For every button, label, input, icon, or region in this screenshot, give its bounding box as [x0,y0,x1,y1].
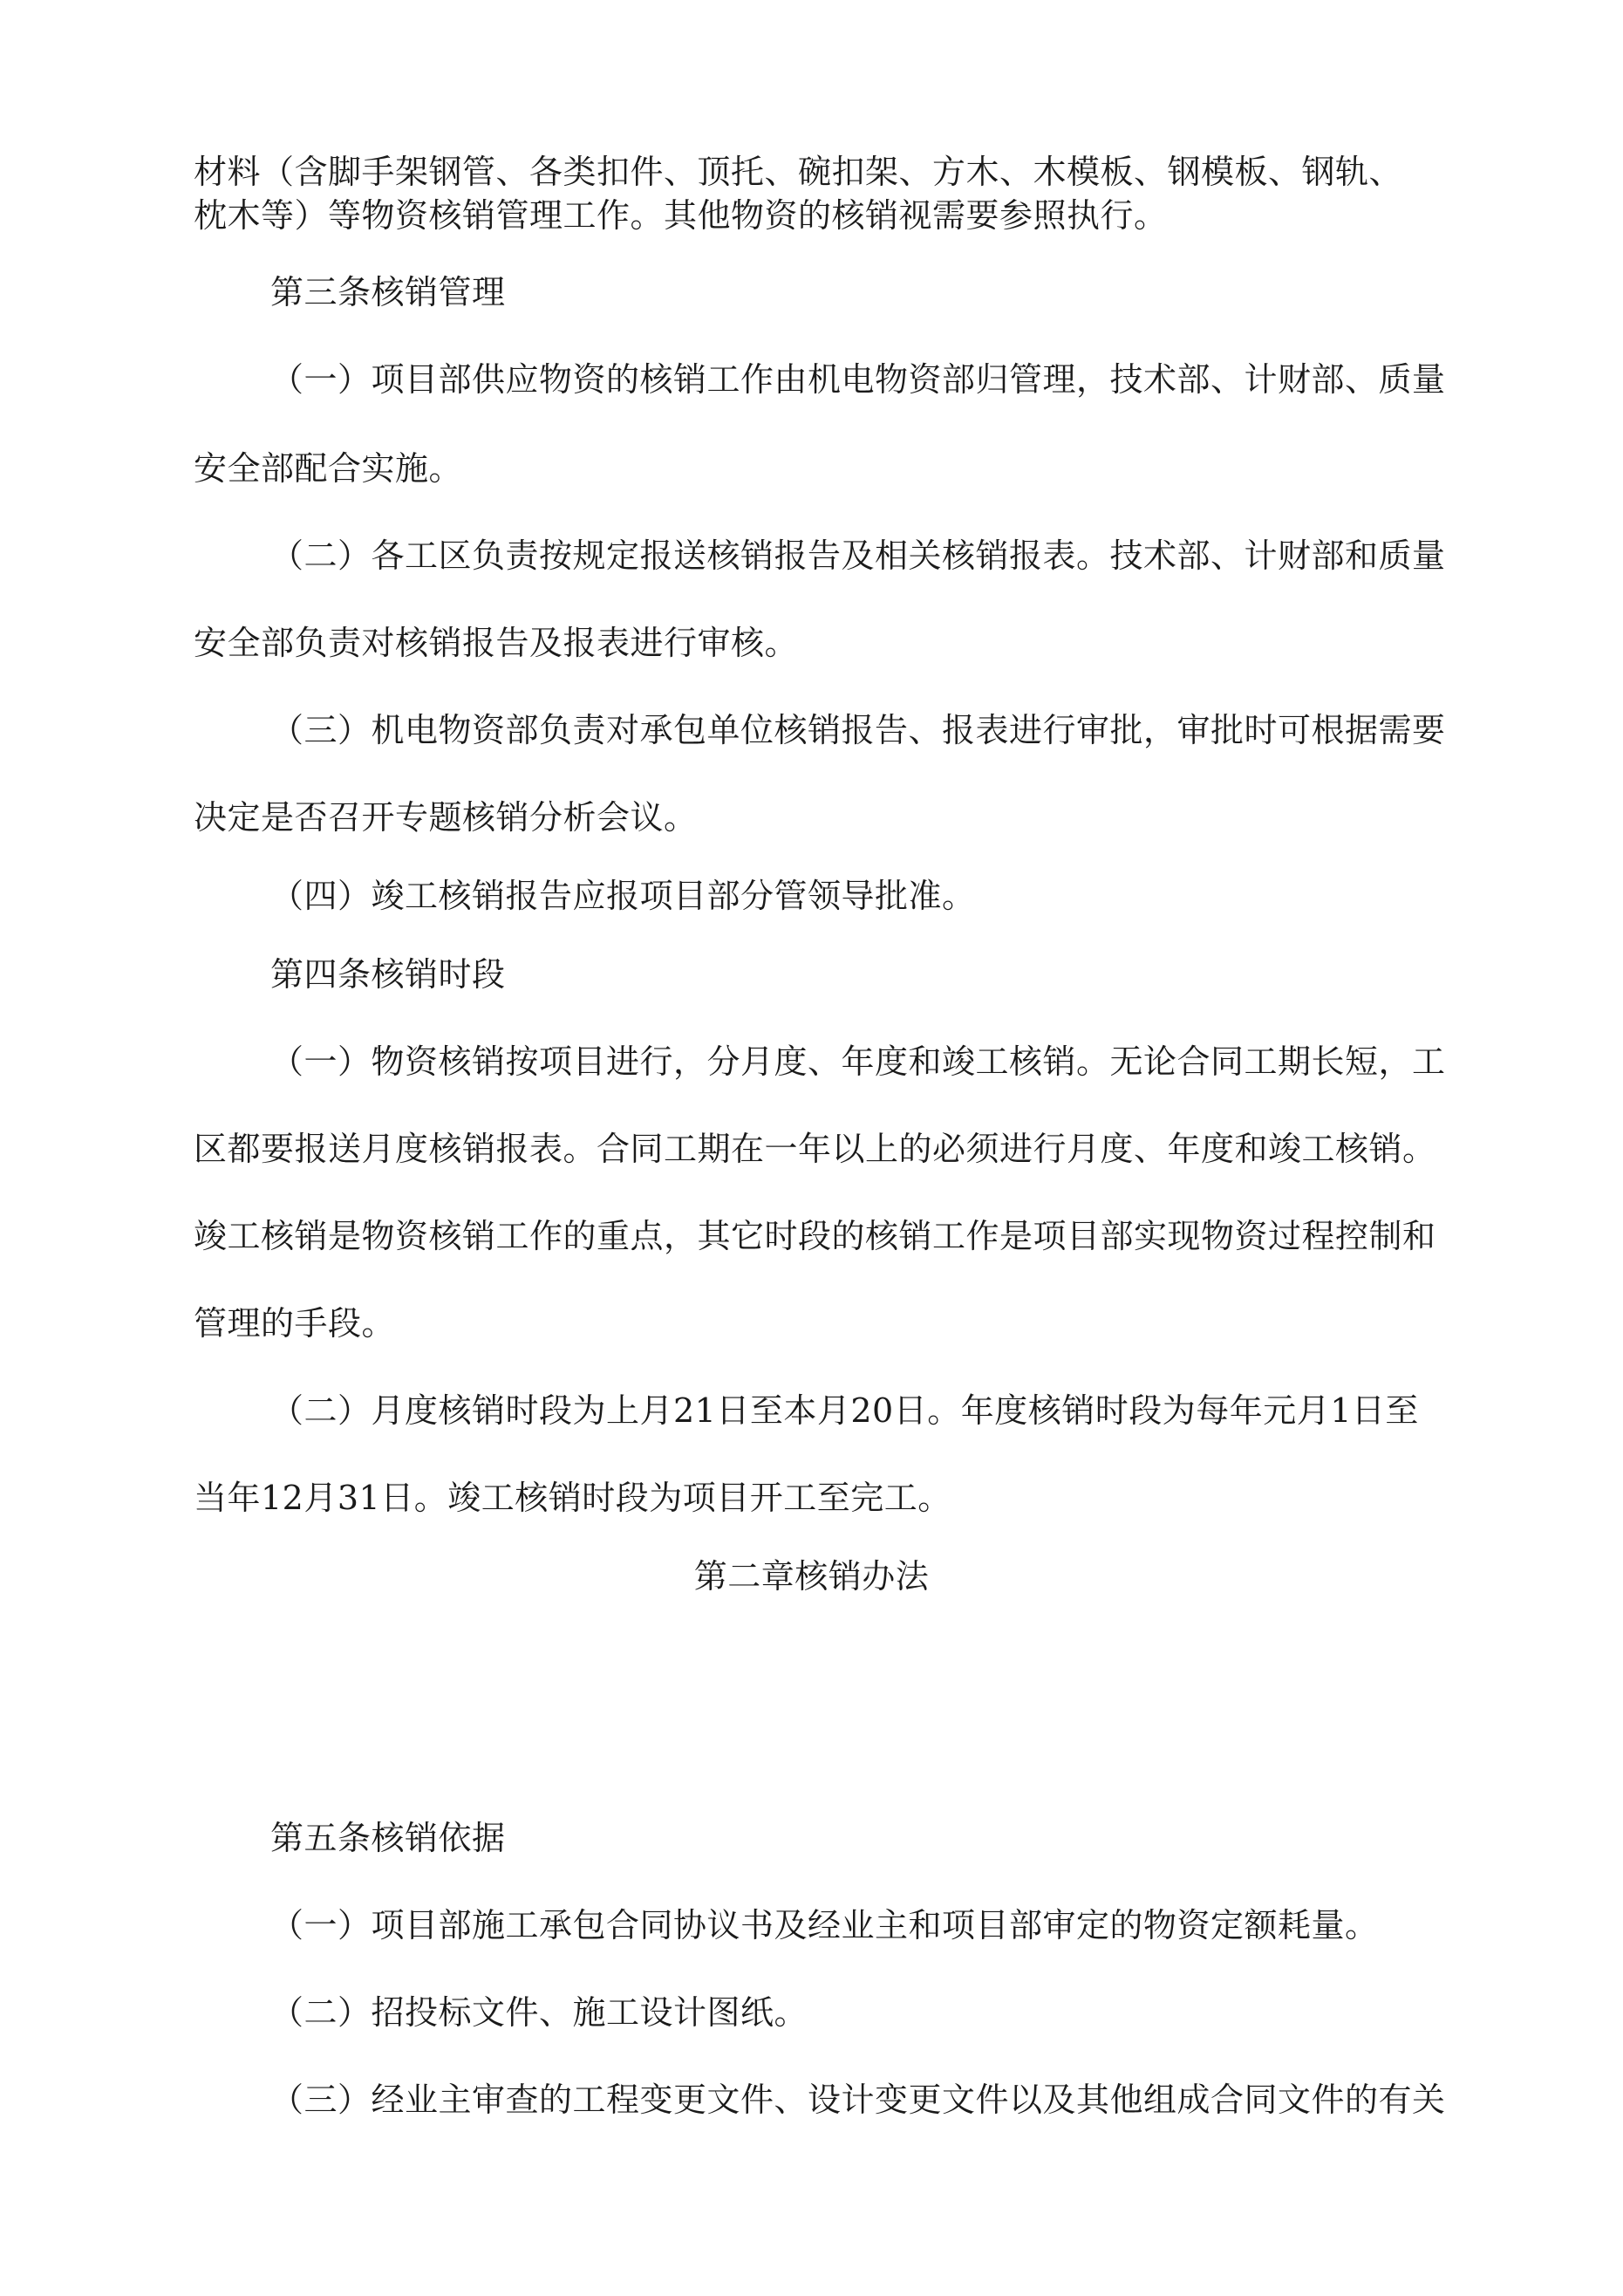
article-heading: 第五条核销依据 [270,1819,506,1857]
paragraph-line: （三）机电物资部负责对承包单位核销报告、报表进行审批，审批时可根据需要 [270,711,1446,749]
paragraph-line: （一）物资核销按项目进行，分月度、年度和竣工核销。无论合同工期长短，工 [270,1042,1446,1081]
article-heading: 第四条核销时段 [270,955,506,994]
paragraph-line: 竣工核销是物资核销工作的重点，其它时段的核销工作是项目部实现物资过程控制和 [194,1217,1436,1255]
paragraph-line: （二）各工区负责按规定报送核销报告及相关核销报表。技术部、计财部和质量 [270,536,1446,575]
paragraph-line: 区都要报送月度核销报表。合同工期在一年以上的必须进行月度、年度和竣工核销。 [194,1130,1436,1168]
paragraph-line: （一）项目部供应物资的核销工作由机电物资部归管理，技术部、计财部、质量 [270,360,1446,399]
paragraph-line: （四）竣工核销报告应报项目部分管领导批准。 [270,877,976,915]
paragraph-line: （三）经业主审查的工程变更文件、设计变更文件以及其他组成合同文件的有关 [270,2081,1446,2119]
chapter-title: 第二章核销办法 [693,1557,930,1596]
paragraph-line: 安全部负责对核销报告及报表进行审核。 [194,624,799,662]
paragraph-line: （一）项目部施工承包合同协议书及经业主和项目部审定的物资定额耗量。 [270,1906,1379,1944]
paragraph-line: 当年12月31日。竣工核销时段为项目开工至完工。 [194,1479,951,1517]
paragraph-line: 材料（含脚手架钢管、各类扣件、顶托、碗扣架、方木、木模板、钢模板、钢轨、 [194,153,1403,191]
paragraph-line: 枕木等）等物资核销管理工作。其他物资的核销视需要参照执行。 [194,196,1168,235]
paragraph-line: 管理的手段。 [194,1304,396,1343]
article-heading: 第三条核销管理 [270,273,506,311]
paragraph-line: （二）招投标文件、施工设计图纸。 [270,1993,808,2032]
paragraph-line: 安全部配合实施。 [194,449,463,488]
paragraph-line: 决定是否召开专题核销分析会议。 [194,798,698,837]
paragraph-line: （二）月度核销时段为上月21日至本月20日。年度核销时段为每年元月1日至 [270,1391,1419,1430]
